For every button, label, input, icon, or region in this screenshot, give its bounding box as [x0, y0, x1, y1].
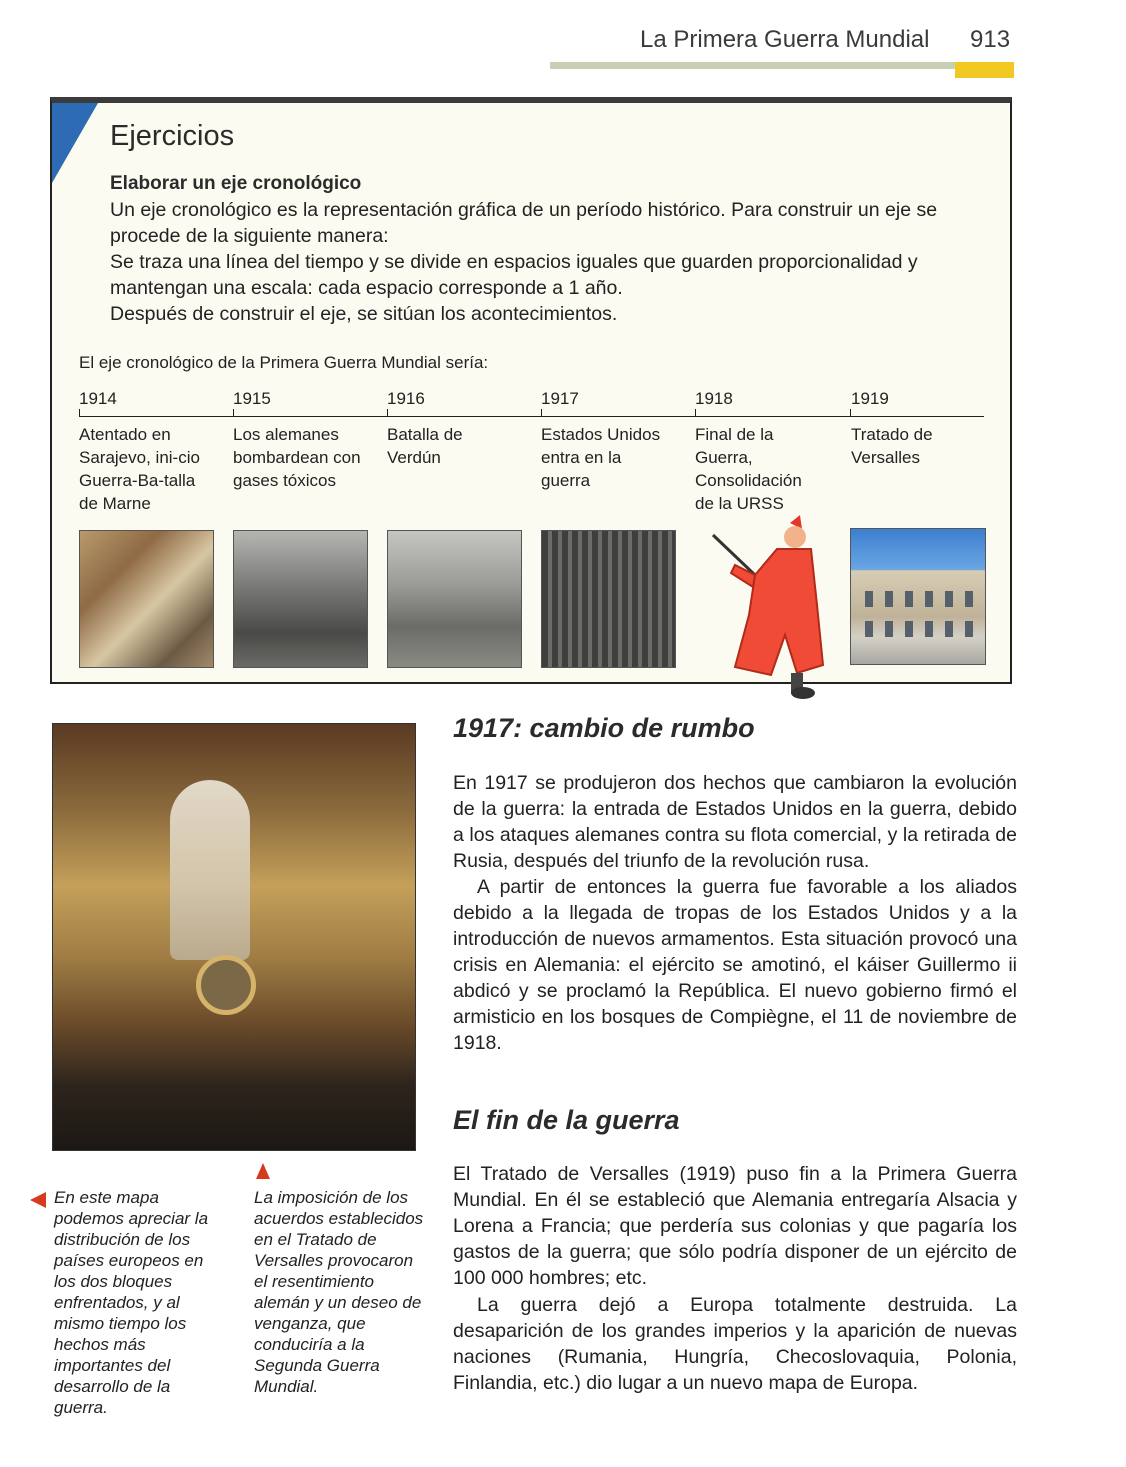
timeline-event: Batalla de Verdún [387, 425, 463, 467]
timeline-event: Estados Unidos entra en la guerra [541, 425, 661, 490]
exercise-subtitle: Elaborar un eje cronológico [110, 173, 362, 194]
timeline-event: Atentado en Sarajevo, ini-cio Guerra-Ba-talla de Marne [79, 425, 200, 513]
photo-verdun-trench [387, 530, 522, 668]
timeline-event: Los alemanes bombardean con gases tóxicos [233, 425, 361, 490]
body-paragraph: A partir de entonces la guerra fue favorable a los aliados debido a la llegada de tropas de los Estados Unidos y a la introducción de nuevos armamentos. Esta situación provocó una crisis en Alemania: el ejército se amotinó, el káiser Guillermo ii abdicó y se proclamó la República. El nuevo gobierno firmó el armisticio en los bosques de Compiègne, el 11 de noviembre de 1918. [453, 876, 1017, 1054]
timeline-axis [79, 416, 984, 417]
timeline-tick [387, 409, 388, 417]
photo-sarajevo-assassination [79, 530, 214, 668]
photo-us-troops [541, 530, 676, 668]
timeline-tick [79, 409, 80, 417]
timeline-tick [541, 409, 542, 417]
timeline-year: 1914 [79, 389, 117, 408]
page-number: 913 [970, 26, 1011, 53]
timeline-intro: El eje cronológico de la Primera Guerra Mundial sería: [79, 353, 489, 372]
exercise-paragraph: Se traza una línea del tiempo y se divide en espacios iguales que guarden proporcionalidad y mantengan una escala: cada espacio corresponde a 1 año. [110, 251, 918, 299]
exercise-corner-accent [52, 103, 98, 183]
photo-versailles-palace [850, 528, 986, 665]
caption-painting: La imposición de los acuerdos establecidos en el Tratado de Versalles provocaron el resentimiento alemán y un deseo de venganza, que conduciría a la Segunda Guerra Mundial. [254, 1188, 424, 1396]
timeline-tick [233, 409, 234, 417]
running-header-title: La Primera Guerra Mundial [640, 26, 930, 53]
timeline-tick [850, 409, 851, 417]
section-heading-fin-guerra: El fin de la guerra [453, 1105, 680, 1135]
timeline-year: 1916 [387, 389, 425, 408]
section-heading-1917: 1917: cambio de rumbo [453, 713, 755, 743]
caption-map: En este mapa podemos apreciar la distribución de los países europeos en los dos bloques enfrentados, y al mismo tiempo los hechos más importantes del desarrollo de la guerra. [54, 1188, 209, 1417]
timeline-year: 1918 [695, 389, 733, 408]
header-accent-bar [955, 62, 1014, 78]
timeline-year: 1915 [233, 389, 271, 408]
exercise-paragraph: Un eje cronológico es la representación gráfica de un período histórico. Para construir un eje se procede de la siguiente manera: [110, 199, 938, 247]
exercise-paragraph: Después de construir el eje, se sitúan los acontecimientos. [110, 303, 618, 325]
body-paragraph: La guerra dejó a Europa totalmente destruida. La desaparición de los grandes imperios y la aparición de nuevas naciones (Rumania, Hungría, Checoslovaquia, Polonia, Finlandia, etc.) dio lugar a un nuevo mapa de Europa. [453, 1294, 1017, 1394]
body-paragraph: El Tratado de Versalles (1919) puso fin a la Primera Guerra Mundial. En él se estableció que Alemania entregaría Alsacia y Lorena a Francia; que perdería sus colonias y que pagaría los gastos de la guerra; que sólo podría disponer de un ejército de 100 000 hombres; etc. [453, 1163, 1017, 1289]
timeline-event: Final de la Guerra, Consolidación de la URSS [695, 425, 802, 513]
photo-gas-masks-soldiers [233, 530, 368, 668]
painting-statue-detail [170, 780, 250, 960]
painting-clock-detail [196, 955, 256, 1015]
body-paragraph: En 1917 se produjeron dos hechos que cambiaron la evolución de la guerra: la entrada de Estados Unidos en la guerra, debido a los ataques alemanes contra su flota comercial, y la retirada de Rusia, después del triunfo de la revolución rusa. [453, 772, 1017, 872]
header-rule [550, 62, 1014, 69]
left-arrow-icon [30, 1192, 46, 1208]
red-army-soldier-illustration [705, 515, 825, 700]
timeline-tick [695, 409, 696, 417]
exercise-title: Ejercicios [110, 120, 235, 152]
timeline-year: 1919 [851, 389, 889, 408]
timeline-event: Tratado de Versalles [851, 425, 933, 467]
timeline-year: 1917 [541, 389, 579, 408]
up-arrow-icon [256, 1163, 270, 1179]
